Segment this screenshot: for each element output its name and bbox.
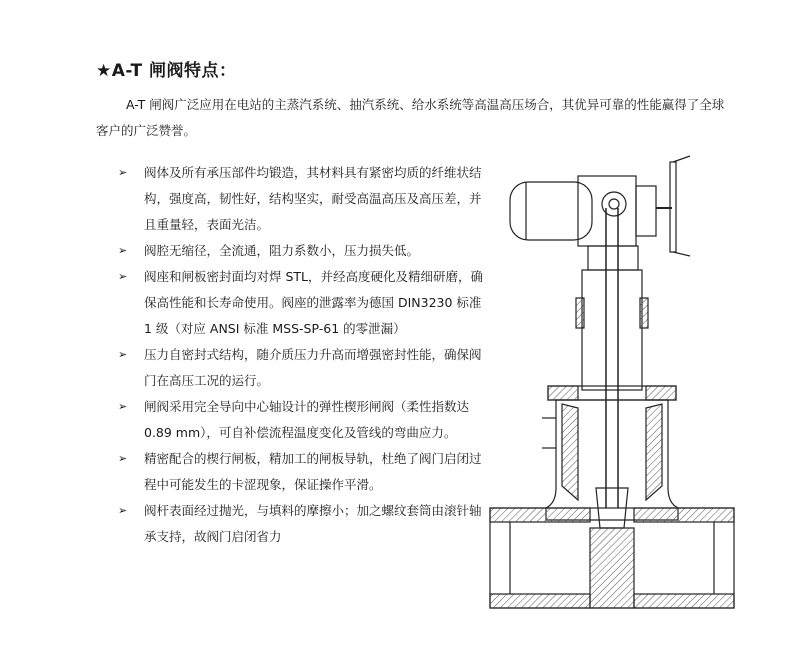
- feature-text: 阀体及所有承压部件均锻造，其材料具有紧密均质的纤维状结构，强度高，韧性好，结构坚实，耐受高温高压及高压差，并且重量轻，表面光洁。: [144, 165, 482, 232]
- feature-text: 压力自密封式结构，随介质压力升高而增强密封性能，确保阀门在高压工况的运行。: [144, 347, 482, 388]
- list-item: [118, 446, 488, 498]
- list-item: [118, 160, 488, 238]
- feature-text: 阀杆表面经过抛光，与填料的摩擦小；加之螺纹套筒由滚针轴承支持，故阀门启闭省力: [144, 503, 482, 544]
- gate-valve-drawing: [486, 148, 786, 618]
- page-title: ★A-T 闸阀特点：: [96, 61, 237, 81]
- arrow-bullet-icon: ➢: [118, 400, 128, 413]
- feature-text: 闸阀采用完全导向中心轴设计的弹性楔形闸阀（柔性指数达 0.89 mm），可自补偿流程温度变化及管线的弯曲应力。: [144, 399, 470, 440]
- arrow-bullet-icon: ➢: [118, 452, 128, 465]
- arrow-bullet-icon: ➢: [118, 166, 128, 179]
- yoke: [582, 270, 642, 390]
- list-item: [118, 238, 488, 264]
- arrow-bullet-icon: ➢: [118, 348, 128, 361]
- list-item: [118, 264, 488, 342]
- list-item: [118, 394, 488, 446]
- list-item: [118, 498, 488, 550]
- feature-text: 阀座和闸板密封面均对焊 STL，并经高度硬化及精细研磨，确保高性能和长寿命使用。阀座的泄露率为德国 DIN3230 标准 1 级（对应 ANSI 标准 MSS-SP-61 的零泄漏）: [144, 269, 484, 336]
- feature-text: 阀腔无缩径，全流通，阻力系数小，压力损失低。: [144, 243, 420, 258]
- feature-text: 精密配合的楔行闸板，精加工的闸板导轨，杜绝了阀门启闭过程中可能发生的卡涩现象，保证操作平滑。: [144, 451, 482, 492]
- intro-paragraph: A-T 闸阀广泛应用在电站的主蒸汽系统、抽汽系统、给水系统等高温高压场合，其优异可靠的性能赢得了全球客户的广泛赞誉。: [96, 97, 725, 138]
- actuator-motor: [510, 182, 592, 240]
- arrow-bullet-icon: ➢: [118, 504, 128, 517]
- arrow-bullet-icon: ➢: [118, 270, 128, 283]
- arrow-bullet-icon: ➢: [118, 244, 128, 257]
- feature-list: [118, 160, 488, 550]
- list-item: [118, 342, 488, 394]
